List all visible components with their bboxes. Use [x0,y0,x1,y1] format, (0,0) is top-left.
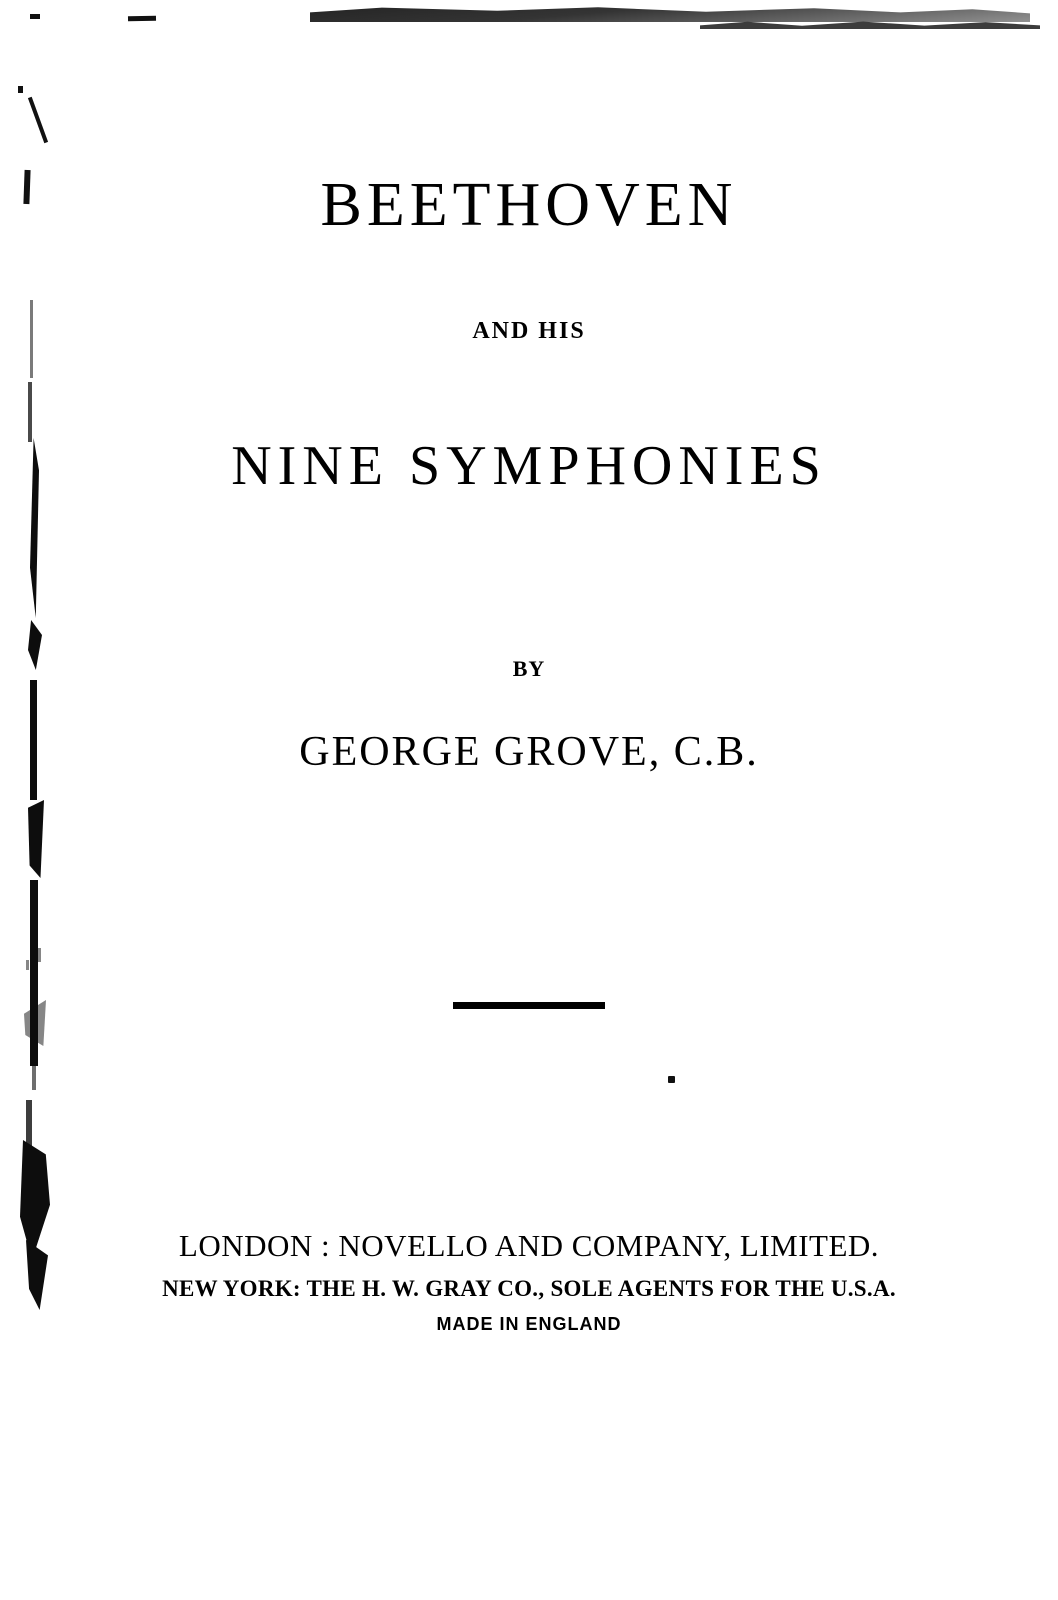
book-title: BEETHOVEN [320,171,738,239]
publisher-line: LONDON : NOVELLO AND COMPANY, LIMITED. [178,1228,880,1263]
scan-artifact-tick-small [30,14,40,19]
imprint-block [0,1228,1058,1335]
scan-artifact-speck [668,1076,675,1083]
origin-line: MADE IN ENGLAND [436,1314,622,1334]
scan-artifact-top-edge [310,6,1030,22]
scan-artifact-tick [128,16,156,21]
decorative-rule [453,1002,605,1009]
agent-line: NEW YORK: THE H. W. GRAY CO., SOLE AGENTS FOR THE U.S.A. [162,1276,896,1301]
scan-artifact-slash [28,97,48,143]
book-subtitle: NINE SYMPHONIES [231,435,827,497]
byline-label: BY [512,656,546,681]
author-name: GEORGE GROVE, C.B. [299,729,759,775]
title-connector: AND HIS [472,318,586,344]
scan-artifact-dot [18,86,23,93]
